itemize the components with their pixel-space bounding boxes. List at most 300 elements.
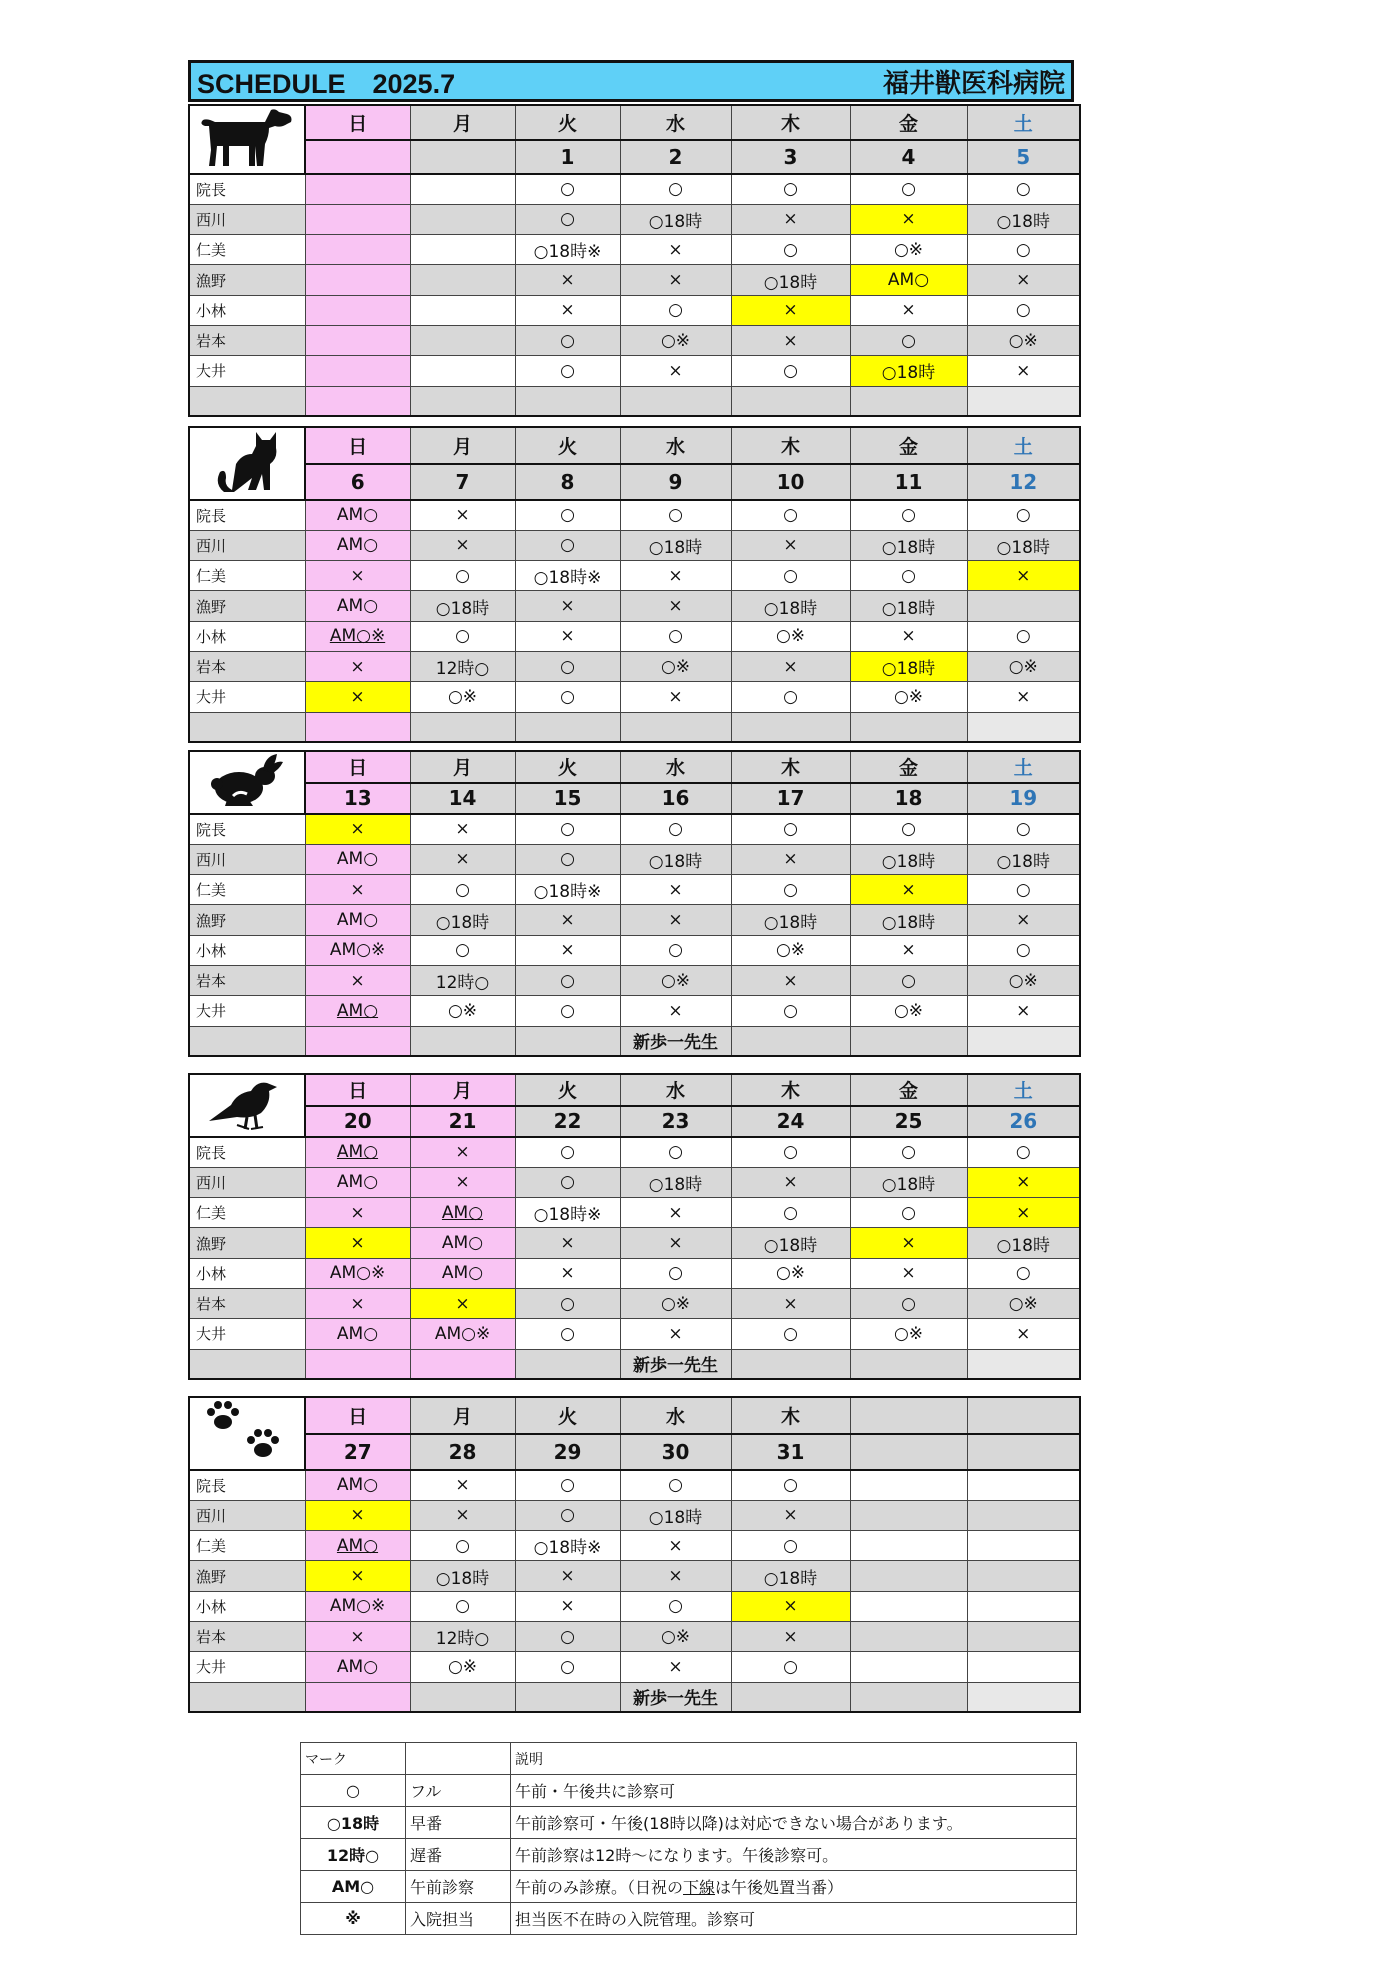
- schedule-cell-value: ×: [350, 1626, 365, 1647]
- schedule-cell: [967, 1228, 1080, 1258]
- schedule-cell: [850, 1621, 967, 1651]
- schedule-cell-value: ○※: [893, 239, 924, 260]
- weekday-cell: 土: [967, 427, 1080, 464]
- schedule-cell-value: ×: [560, 1566, 575, 1587]
- staff-row: [189, 1621, 1080, 1651]
- schedule-cell-value: ○: [901, 1293, 916, 1314]
- schedule-cell-value: ○: [783, 565, 798, 586]
- schedule-cell-value: ×: [668, 1323, 683, 1344]
- legend-label: フル: [406, 1775, 511, 1807]
- schedule-cell: [410, 235, 515, 265]
- schedule-cell: [967, 935, 1080, 965]
- legend-mark: 12時○: [301, 1839, 406, 1871]
- schedule-cell: [731, 682, 850, 712]
- schedule-cell: [620, 1258, 731, 1288]
- schedule-cell: [967, 814, 1080, 844]
- footer-note: [967, 386, 1080, 416]
- schedule-cell-value: ○※: [893, 1000, 924, 1021]
- week-table: [188, 750, 1081, 1057]
- schedule-cell: [850, 1500, 967, 1530]
- schedule-cell: [850, 295, 967, 325]
- schedule-cell-value: ○: [560, 360, 575, 381]
- schedule-cell-value: ×: [783, 1172, 798, 1193]
- schedule-cell-value: 12時○: [435, 973, 490, 994]
- schedule-cell: [410, 265, 515, 295]
- schedule-cell: [410, 1561, 515, 1591]
- staff-row: [189, 1591, 1080, 1621]
- schedule-cell: [515, 1621, 620, 1651]
- schedule-cell: [410, 1258, 515, 1288]
- schedule-cell: [967, 905, 1080, 935]
- schedule-cell: [515, 651, 620, 681]
- schedule-cell-value: ○: [668, 940, 683, 961]
- date-cell: 6: [305, 464, 410, 501]
- staff-row: [189, 591, 1080, 621]
- date-cell: 8: [515, 464, 620, 501]
- staff-name: 漁野: [189, 265, 305, 295]
- schedule-cell-value: ○: [668, 1263, 683, 1284]
- schedule-cell: [410, 325, 515, 355]
- schedule-cell-value: ○※: [660, 330, 691, 351]
- schedule-cell-value: ○: [455, 1596, 470, 1617]
- schedule-cell-value: ○: [560, 1626, 575, 1647]
- schedule-cell-value: ○: [668, 179, 683, 200]
- footer-note: [967, 712, 1080, 742]
- schedule-cell-value: ○: [783, 505, 798, 526]
- schedule-cell: [515, 530, 620, 560]
- schedule-cell: [515, 591, 620, 621]
- schedule-cell-value: AM○: [336, 910, 379, 931]
- legend-label: 遅番: [406, 1839, 511, 1871]
- schedule-cell: [410, 682, 515, 712]
- schedule-cell: [731, 1198, 850, 1228]
- staff-name: 大井: [189, 1319, 305, 1349]
- week-table: [188, 104, 1081, 417]
- schedule-cell-value: ×: [455, 535, 470, 556]
- weekday-cell: 火: [515, 1074, 620, 1106]
- weekday-cell: 月: [410, 751, 515, 783]
- footer-row: [189, 712, 1080, 742]
- schedule-cell: [620, 561, 731, 591]
- schedule-cell-value: ○: [560, 849, 575, 870]
- footer-note: [515, 712, 620, 742]
- schedule-cell-value: ×: [783, 849, 798, 870]
- date-cell: 13: [305, 783, 410, 815]
- weekday-cell: 水: [620, 1074, 731, 1106]
- staff-row: [189, 1561, 1080, 1591]
- staff-name: 岩本: [189, 965, 305, 995]
- staff-row: [189, 651, 1080, 681]
- legend-mark: AM○: [301, 1871, 406, 1903]
- footer-note: [305, 1026, 410, 1056]
- schedule-cell-value: AM○: [336, 1656, 379, 1677]
- staff-row: [189, 1198, 1080, 1228]
- staff-name: 岩本: [189, 1288, 305, 1318]
- footer-note: [850, 712, 967, 742]
- schedule-cell: [305, 1621, 410, 1651]
- schedule-cell-value: AM○: [336, 1323, 379, 1344]
- schedule-cell: [410, 935, 515, 965]
- schedule-cell: [620, 1561, 731, 1591]
- schedule-cell-value: ○: [901, 1202, 916, 1223]
- weekday-cell: 金: [850, 105, 967, 140]
- schedule-cell: [305, 814, 410, 844]
- schedule-cell: [967, 204, 1080, 234]
- schedule-cell: [305, 996, 410, 1026]
- date-row: [189, 464, 1080, 501]
- schedule-cell: [731, 561, 850, 591]
- staff-name: 漁野: [189, 1561, 305, 1591]
- schedule-cell: [305, 875, 410, 905]
- schedule-cell-value: ×: [455, 505, 470, 526]
- schedule-cell: [967, 356, 1080, 386]
- schedule-cell-value: ×: [901, 300, 916, 321]
- schedule-cell: [410, 1319, 515, 1349]
- schedule-cell-value: AM○※: [329, 626, 386, 647]
- schedule-cell-value: ○: [560, 1000, 575, 1021]
- schedule-cell: [410, 356, 515, 386]
- schedule-cell: [305, 1470, 410, 1500]
- schedule-cell-value: ○18時: [881, 912, 936, 933]
- weekday-cell: 木: [731, 1074, 850, 1106]
- schedule-cell-value: ×: [668, 1233, 683, 1254]
- schedule-cell: [410, 1531, 515, 1561]
- schedule-cell: [850, 325, 967, 355]
- paw-prints-icon: [189, 1397, 305, 1470]
- schedule-cell: [620, 356, 731, 386]
- schedule-cell-value: ○: [783, 879, 798, 900]
- footer-note: [850, 1026, 967, 1056]
- schedule-cell-value: ○: [560, 1505, 575, 1526]
- legend-desc: 担当医不在時の入院管理。診察可: [511, 1903, 1077, 1935]
- schedule-cell: [620, 1319, 731, 1349]
- staff-row: [189, 1531, 1080, 1561]
- schedule-cell-value: ○18時: [648, 1507, 703, 1528]
- footer-note: [967, 1349, 1080, 1379]
- schedule-cell-value: AM○: [336, 505, 379, 526]
- schedule-cell: [515, 1500, 620, 1530]
- schedule-cell-value: ○: [901, 330, 916, 351]
- footer-note: [515, 386, 620, 416]
- schedule-cell: [850, 235, 967, 265]
- staff-row: [189, 1228, 1080, 1258]
- staff-name: 院長: [189, 1137, 305, 1167]
- legend-row: [301, 1871, 1077, 1903]
- schedule-cell: [410, 1621, 515, 1651]
- date-cell: [305, 140, 410, 175]
- date-cell: 9: [620, 464, 731, 501]
- schedule-cell-value: ○18時※: [533, 568, 602, 589]
- footer-note: [515, 1349, 620, 1379]
- date-cell: 31: [731, 1434, 850, 1471]
- schedule-cell: [515, 265, 620, 295]
- schedule-cell-value: ○18時: [435, 912, 490, 933]
- weekday-cell: 木: [731, 105, 850, 140]
- schedule-cell-value: ○: [1015, 239, 1031, 260]
- weekday-cell: [967, 1397, 1080, 1434]
- weekday-cell: 土: [967, 1074, 1080, 1106]
- weekday-cell: [850, 1397, 967, 1434]
- schedule-cell: [515, 814, 620, 844]
- schedule-cell: [515, 935, 620, 965]
- legend-mark: ※: [301, 1903, 406, 1935]
- schedule-cell: [620, 875, 731, 905]
- staff-name: 仁美: [189, 1198, 305, 1228]
- staff-row: [189, 356, 1080, 386]
- legend-desc-pre: 午前のみ診療。（日祝の: [515, 1878, 684, 1897]
- schedule-cell-value: ○: [1015, 1263, 1031, 1284]
- schedule-cell-value: ○: [560, 1142, 575, 1163]
- schedule-cell: [620, 1470, 731, 1500]
- schedule-cell: [967, 235, 1080, 265]
- footer-note: [410, 712, 515, 742]
- weekday-cell: 火: [515, 427, 620, 464]
- footer-note: 新歩一先生: [620, 1349, 731, 1379]
- schedule-cell: [850, 1228, 967, 1258]
- legend-header-row: [301, 1743, 1077, 1775]
- schedule-cell: [967, 682, 1080, 712]
- schedule-cell: [967, 875, 1080, 905]
- schedule-cell-value: ×: [1016, 270, 1031, 291]
- schedule-cell-value: 12時○: [435, 1629, 490, 1650]
- schedule-cell-value: ×: [350, 1202, 365, 1223]
- date-cell: 21: [410, 1106, 515, 1138]
- schedule-cell: [731, 235, 850, 265]
- footer-row: [189, 1349, 1080, 1379]
- schedule-cell: [410, 204, 515, 234]
- schedule-cell-value: ○: [560, 505, 575, 526]
- legend-desc: 午前・午後共に診察可: [511, 1775, 1077, 1807]
- schedule-cell-value: ×: [783, 1505, 798, 1526]
- schedule-cell: [305, 1652, 410, 1682]
- staff-name: 大井: [189, 996, 305, 1026]
- schedule-cell-value: ×: [783, 1626, 798, 1647]
- schedule-cell: [620, 682, 731, 712]
- schedule-cell: [850, 356, 967, 386]
- schedule-cell-value: ○18時: [435, 1568, 490, 1589]
- schedule-cell-value: ×: [668, 1566, 683, 1587]
- legend-desc: [511, 1871, 1077, 1903]
- staff-name: 小林: [189, 295, 305, 325]
- schedule-cell-value: ×: [455, 1293, 470, 1314]
- staff-row: [189, 1470, 1080, 1500]
- schedule-cell: [305, 295, 410, 325]
- schedule-cell: [305, 905, 410, 935]
- schedule-cell-value: ○18時※: [533, 1538, 602, 1559]
- schedule-cell: [731, 591, 850, 621]
- schedule-cell-value: ○18時: [996, 1235, 1050, 1256]
- staff-row: [189, 996, 1080, 1026]
- weekday-cell: 日: [305, 427, 410, 464]
- schedule-cell-value: AM○: [441, 1233, 484, 1254]
- schedule-cell: [305, 356, 410, 386]
- schedule-cell-value: AM○: [336, 596, 379, 617]
- footer-note: 新歩一先生: [620, 1682, 731, 1712]
- footer-note: [305, 386, 410, 416]
- staff-row: [189, 561, 1080, 591]
- schedule-cell: [731, 1621, 850, 1651]
- schedule-cell-value: ×: [1016, 1172, 1031, 1193]
- schedule-cell-value: ×: [668, 910, 683, 931]
- schedule-cell-value: ○※: [447, 1000, 478, 1021]
- legend-row: [301, 1903, 1077, 1935]
- footer-note: [305, 712, 410, 742]
- schedule-cell-value: ○18時※: [533, 882, 602, 903]
- staff-name: 院長: [189, 174, 305, 204]
- schedule-cell-value: ×: [901, 209, 916, 230]
- schedule-cell: [515, 1288, 620, 1318]
- schedule-cell-value: ○18時: [881, 598, 936, 619]
- schedule-cell: [850, 1561, 967, 1591]
- schedule-title: SCHEDULE 2025.7: [197, 68, 456, 99]
- schedule-cell: [410, 591, 515, 621]
- schedule-cell: [731, 1470, 850, 1500]
- weekday-cell: 水: [620, 751, 731, 783]
- staff-row: [189, 1652, 1080, 1682]
- schedule-cell: [305, 1228, 410, 1258]
- schedule-cell: [410, 651, 515, 681]
- schedule-cell-value: ×: [350, 1566, 365, 1587]
- schedule-cell: [515, 174, 620, 204]
- schedule-cell: [967, 965, 1080, 995]
- schedule-cell-value: ○※: [775, 1263, 806, 1284]
- weekday-cell: 木: [731, 751, 850, 783]
- weekday-cell: 日: [305, 1397, 410, 1434]
- legend-desc-underline: 下線: [683, 1878, 716, 1897]
- schedule-cell: [731, 356, 850, 386]
- schedule-cell: [850, 591, 967, 621]
- schedule-cell: [305, 1500, 410, 1530]
- staff-row: [189, 965, 1080, 995]
- schedule-cell-value: ○: [668, 626, 683, 647]
- schedule-cell-value: ×: [783, 330, 798, 351]
- schedule-cell-value: ○※: [660, 1626, 691, 1647]
- date-cell: [967, 1434, 1080, 1471]
- schedule-cell: [305, 204, 410, 234]
- schedule-cell-value: ×: [668, 1000, 683, 1021]
- schedule-cell: [410, 1228, 515, 1258]
- footer-note: [850, 1682, 967, 1712]
- schedule-cell-value: ○18時: [648, 851, 703, 872]
- schedule-cell: [850, 651, 967, 681]
- schedule-cell-value: ○: [1015, 505, 1031, 526]
- schedule-cell: [620, 1198, 731, 1228]
- legend-desc-post: は午後処置当番）: [715, 1878, 844, 1897]
- schedule-cell-value: ×: [783, 1596, 798, 1617]
- schedule-cell: [410, 1137, 515, 1167]
- schedule-cell-value: ×: [901, 626, 916, 647]
- schedule-cell-value: ○: [1015, 300, 1031, 321]
- schedule-cell-value: ○: [1015, 819, 1031, 840]
- schedule-cell-value: ×: [1016, 686, 1031, 707]
- staff-name: 大井: [189, 682, 305, 712]
- schedule-cell-value: ○: [901, 179, 916, 200]
- schedule-cell: [967, 1470, 1080, 1500]
- schedule-cell: [620, 325, 731, 355]
- schedule-cell: [850, 561, 967, 591]
- schedule-cell: [731, 965, 850, 995]
- schedule-cell-value: ×: [455, 1475, 470, 1496]
- weekday-cell: 木: [731, 427, 850, 464]
- schedule-cell-value: ○※: [775, 626, 806, 647]
- legend-row: [301, 1775, 1077, 1807]
- schedule-cell-value: ○: [783, 686, 798, 707]
- schedule-cell-value: ×: [901, 940, 916, 961]
- schedule-cell: [967, 1319, 1080, 1349]
- footer-note: [620, 712, 731, 742]
- weekday-cell: 月: [410, 427, 515, 464]
- schedule-cell: [410, 561, 515, 591]
- schedule-cell: [620, 235, 731, 265]
- schedule-cell: [731, 935, 850, 965]
- staff-name: 小林: [189, 1258, 305, 1288]
- schedule-cell: [515, 500, 620, 530]
- schedule-cell: [967, 1167, 1080, 1197]
- staff-name: 大井: [189, 1652, 305, 1682]
- schedule-cell: [620, 174, 731, 204]
- schedule-cell: [620, 1500, 731, 1530]
- schedule-cell: [620, 204, 731, 234]
- schedule-cell-value: ○※: [660, 1293, 691, 1314]
- staff-row: [189, 500, 1080, 530]
- schedule-cell-value: 12時○: [435, 659, 490, 680]
- schedule-cell: [305, 1137, 410, 1167]
- staff-name: 小林: [189, 1591, 305, 1621]
- week-table: [188, 1073, 1081, 1380]
- footer-note: [305, 1349, 410, 1379]
- schedule-cell: [967, 1591, 1080, 1621]
- schedule-cell: [305, 682, 410, 712]
- staff-name: 仁美: [189, 1531, 305, 1561]
- schedule-cell-value: ○: [560, 686, 575, 707]
- schedule-cell: [731, 295, 850, 325]
- date-cell: 7: [410, 464, 515, 501]
- weekday-cell: 月: [410, 105, 515, 140]
- staff-name: 院長: [189, 1470, 305, 1500]
- weekday-cell: 金: [850, 427, 967, 464]
- schedule-cell-value: ×: [1016, 1202, 1031, 1223]
- date-row: [189, 140, 1080, 175]
- schedule-cell-value: ○※: [893, 1323, 924, 1344]
- schedule-cell-value: ×: [783, 1293, 798, 1314]
- schedule-cell-value: ○: [560, 819, 575, 840]
- staff-name: 西川: [189, 844, 305, 874]
- schedule-cell: [305, 561, 410, 591]
- date-cell: 17: [731, 783, 850, 815]
- schedule-cell-value: ○: [783, 360, 798, 381]
- weekday-header-row: [189, 105, 1080, 140]
- schedule-cell-value: ○※: [775, 940, 806, 961]
- footer-note: [410, 386, 515, 416]
- schedule-cell: [967, 844, 1080, 874]
- schedule-cell: [731, 204, 850, 234]
- schedule-cell: [410, 530, 515, 560]
- schedule-cell-value: ○18時: [996, 851, 1050, 872]
- schedule-cell-value: ○: [668, 1475, 683, 1496]
- staff-name: 漁野: [189, 1228, 305, 1258]
- schedule-cell: [620, 1531, 731, 1561]
- schedule-cell-value: ○: [901, 819, 916, 840]
- schedule-cell: [731, 1228, 850, 1258]
- footer-note: [620, 386, 731, 416]
- schedule-cell: [967, 1500, 1080, 1530]
- schedule-cell-value: ○18時※: [533, 1205, 602, 1226]
- schedule-cell-value: ○18時: [996, 211, 1050, 232]
- staff-row: [189, 1500, 1080, 1530]
- schedule-cell: [410, 844, 515, 874]
- schedule-cell: [620, 500, 731, 530]
- schedule-cell: [731, 1500, 850, 1530]
